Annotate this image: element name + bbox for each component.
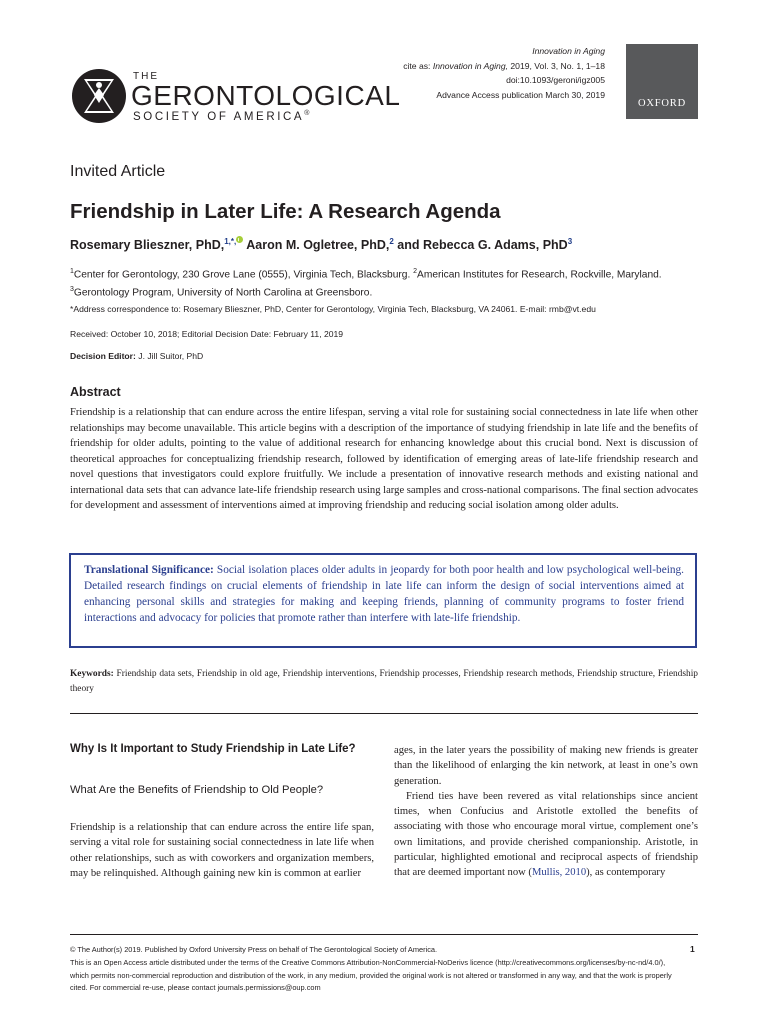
journal-name: Innovation in Aging (532, 46, 605, 56)
doi[interactable]: doi:10.1093/geroni/igz005 (506, 75, 605, 85)
author-affil-sup[interactable]: 2 (389, 236, 394, 246)
access-date: Advance Access publication March 30, 2019 (436, 89, 605, 100)
author-name: and Rebecca G. Adams, PhD (393, 238, 568, 252)
abstract-text: Friendship is a relationship that can endure across the entire lifespan, serving a vital role for sustaining social connectedness in late life when other relationships may become unavailable. This article begins with a description of the importance of studying friendship in late life and the benefits of friendship for older adults, pointing to the value of additional research for enhancing knowledge about this crucial bond. Next is discussion of theoretical approaches for conceptualizing friendship research, followed by identification of emerging areas of late-life friendship research and novel questions that investigators could explore fruitfully. We include a presentation of innovative research methods and existing national and international data sets that can advance late-life friendship research using large samples and cross-national comparisons. The final section advocates for development and assessment of interventions aimed at improving friendship and reducing social isolation among older adults. (70, 407, 698, 511)
logo-wordmark: GERONTOLOGICAL (131, 80, 401, 111)
body-column-right (394, 743, 698, 881)
author-name: Aaron M. Ogletree, PhD, (243, 238, 390, 252)
author-affil-sup[interactable]: 1,*, (224, 236, 237, 246)
keywords: Keywords: Friendship data sets, Friendship in old age, Friendship interventions, Friendship processes, Friendship research methods, Friendship structure, Friendship theory (70, 669, 698, 694)
section-heading: Why Is It Important to Study Friendship in Late Life? (70, 743, 356, 755)
article-type: Invited Article (70, 163, 166, 180)
article-title: Friendship in Later Life: A Research Agenda (70, 200, 501, 223)
affiliations: $^1$Center for Gerontology, 230 Grove Lane (0555), Virginia Tech, Blacksburg. $^2$American Institutes for Research, Rockville, Maryland. $^3$Gerontology Program, University of North Carolina at Greensboro. (70, 268, 662, 299)
translational-significance-text: Translational Significance: Social isolation places older adults in jeopardy for both poor health and low psychological well-being. Detailed research findings on crucial elements of friendship in late life can inform the design of social interventions aimed at enhancing personal skills and strategies for making and keeping friends, planning of community programs to foster friend interactions and advocacy for policies that promote rather than interfere with late-life friendship. (84, 564, 684, 624)
body-paragraph: Friend ties have been revered as vital relationships since ancient times, when Confucius and Aristotle extolled the benefits of associating with those who encourage moral virtue, complement one’s own limitations, and provide cherished companionship. Aristotle, in particular, highlighted emotional and reciprocal aspects of friendship that are deemed important now (Mullis, 2010), as contemporary (394, 790, 698, 879)
footer-license (70, 944, 685, 995)
page-number: 1 (690, 944, 695, 954)
abstract-heading: Abstract (70, 385, 121, 399)
body-paragraph-left: Friendship is a relationship that can endure across the entire life span, serving a vital role for sustaining social connectedness in late life when other relationships, such as with coworkers and organization members, may be relinquished. Although gaining new kin is common at earlier (70, 822, 374, 879)
oxford-logo-text: OXFORD (638, 98, 686, 109)
copyright: © The Author(s) 2019. Published by Oxford University Press on behalf of The Gerontological Society of America. (70, 945, 438, 954)
author-name: Rosemary Blieszner, PhD, (70, 238, 225, 252)
author-list (70, 236, 572, 252)
society-logo-icon (70, 67, 128, 125)
citation-block (285, 44, 605, 102)
subsection-heading: What Are the Benefits of Friendship to Old People? (70, 784, 324, 796)
oxford-logo (626, 44, 698, 119)
section-divider (70, 713, 698, 714)
author-affil-sup[interactable]: 3 (567, 236, 573, 246)
translational-significance-box (69, 553, 697, 648)
cite-as: cite as: Innovation in Aging, 2019, Vol. 3, No. 1, 1–18 (403, 60, 605, 71)
citation-link[interactable]: Mullis, 2010 (531, 867, 587, 879)
body-paragraph: ages, in the later years the possibility of making new friends is greater than the likelihood of enlarging the kin network, at least in one’s own generation. (394, 745, 698, 787)
logo-the-text: THE (133, 71, 159, 82)
license-text: This is an Open Access article distributed under the terms of the Creative Commons Attribution-NonCommercial-NoDerivs licence (http://creativecommons.org/licenses/by-nc-nd/4.0/), which permits non-commercial reproduction and distribution of the work, in any medium, provided the original work is not altered or transformed in any way, and that the work is properly cited. For commercial re-use, please contact journals.permissions@oup.com (70, 957, 672, 993)
received-dates: Received: October 10, 2018; Editorial Decision Date: February 11, 2019 (70, 329, 344, 339)
logo-subtitle: SOCIETY OF AMERICA® (133, 110, 310, 123)
decision-editor: Decision Editor: J. Jill Suitor, PhD (70, 351, 204, 361)
footer-divider (70, 934, 698, 935)
correspondence-address: *Address correspondence to: Rosemary Blieszner, PhD, Center for Gerontology, Virginia Tech, Blacksburg, VA 24061. E-mail: rmb@vt.edu (70, 304, 596, 314)
